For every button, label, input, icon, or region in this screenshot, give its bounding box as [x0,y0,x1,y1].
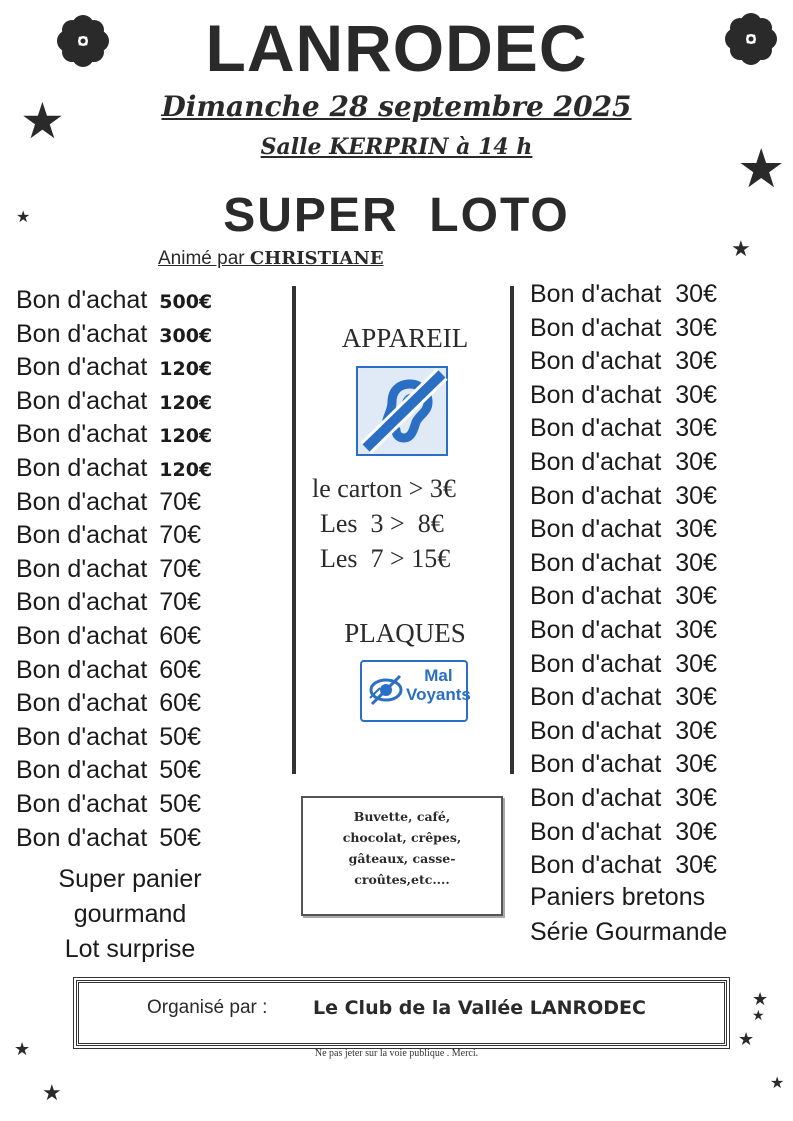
organizer-box [76,980,727,1046]
divider-left [292,286,296,774]
prize-amount: 60€ [159,689,201,718]
prize-amount: 30€ [675,380,717,409]
host-name: CHRISTIANE [249,248,384,269]
prize-amount: 50€ [159,823,201,852]
prize-label: Bon d'achat [16,621,148,650]
appareil-heading: APPAREIL [341,323,469,353]
right-extra-prizes [530,880,727,950]
star-icon: ★ [20,93,65,149]
plaques-heading: PLAQUES [344,618,466,648]
prize-amount: 50€ [159,789,201,818]
prize-row [530,547,717,581]
prize-amount: 60€ [159,655,201,684]
prize-label: Bon d'achat [530,615,662,644]
prize-label: Bon d'achat [16,588,148,617]
prize-row [16,654,212,688]
divider-right [510,286,514,774]
extra-prize: Paniers bretons [530,883,706,911]
prize-row [16,553,212,587]
prize-row [530,816,717,850]
extra-prize: gourmand [73,900,187,928]
prize-label: Bon d'achat [530,380,662,409]
prize-label: Bon d'achat [16,554,148,583]
prize-row [16,620,212,654]
prize-amount: 70€ [159,554,201,583]
prize-amount: 120€ [159,391,213,414]
prize-label: Bon d'achat [530,447,662,476]
right-prize-list [530,278,717,883]
prize-label: Bon d'achat [530,481,662,510]
prize-amount: 30€ [675,515,717,544]
prize-row [16,318,212,352]
prize-row [16,486,212,520]
star-icon: ★ [42,1080,62,1105]
prize-label: Bon d'achat [530,683,662,712]
prize-row [530,278,717,312]
prize-label: Bon d'achat [16,319,148,348]
prize-amount: 70€ [159,487,201,516]
prize-label: Bon d'achat [16,756,148,785]
prize-row [16,822,212,856]
prize-amount: 30€ [675,716,717,745]
prize-row [530,446,717,480]
prize-label: Bon d'achat [530,783,662,812]
prize-amount: 30€ [675,817,717,846]
prize-label: Bon d'achat [530,716,662,745]
prize-row [530,681,717,715]
refreshments-box [301,796,503,916]
prize-row [530,849,717,883]
prize-amount: 30€ [675,783,717,812]
prize-amount: 300€ [159,324,213,347]
prize-amount: 30€ [675,548,717,577]
star-icon: ★ [752,989,769,1009]
prize-row [530,580,717,614]
prize-label: Bon d'achat [16,823,148,852]
low-vision-icon [366,670,406,710]
town-title: LANRODEC [205,11,588,85]
prize-row [530,614,717,648]
prize-row [16,721,212,755]
prize-row [530,480,717,514]
prize-label: Bon d'achat [530,414,662,443]
star-icon: ★ [14,1039,31,1059]
prize-row [16,418,212,452]
prize-row [16,754,212,788]
prize-amount: 60€ [159,621,201,650]
prize-amount: 50€ [159,722,201,751]
prize-amount: 70€ [159,588,201,617]
prize-row [16,284,212,318]
star-icon: ★ [737,139,786,199]
prize-row [16,452,212,486]
prize-label: Bon d'achat [530,750,662,779]
prize-amount: 120€ [159,358,213,381]
event-title: SUPER LOTO [223,189,570,242]
prize-label: Bon d'achat [530,817,662,846]
hearing-impaired-icon [356,366,448,456]
prize-label: Bon d'achat [16,487,148,516]
prize-row [16,586,212,620]
extra-prize: Série Gourmande [530,918,728,946]
prize-label: Bon d'achat [16,521,148,550]
prize-row [530,312,717,346]
prize-label: Bon d'achat [16,353,148,382]
organizer-name: Le Club de la Vallée LANRODEC [313,997,646,1019]
low-vision-badge [360,660,471,722]
extra-prize: Super panier [58,865,202,893]
event-date: Dimanche 28 septembre 2025 [161,90,632,123]
host-line [158,248,384,270]
prize-amount: 30€ [675,313,717,342]
prize-label: Bon d'achat [530,313,662,342]
prize-amount: 30€ [675,683,717,712]
prize-label: Bon d'achat [530,582,662,611]
star-icon: ★ [770,1075,785,1092]
prize-row [530,412,717,446]
prize-amount: 30€ [675,615,717,644]
prize-amount: 30€ [675,649,717,678]
star-icon: ★ [16,209,31,226]
prize-label: Bon d'achat [530,347,662,376]
organizer-label: Organisé par : [147,997,268,1018]
prize-amount: 500€ [159,291,213,313]
prize-amount: 30€ [675,851,717,880]
prize-amount: 30€ [675,582,717,611]
prize-label: Bon d'achat [530,851,662,880]
low-vision-text: Mal Voyants [406,666,471,704]
extra-prize: Lot surprise [64,935,196,963]
prize-row [530,715,717,749]
prize-row [530,648,717,682]
host-label: Animé par [158,248,245,269]
star-icon: ★ [731,236,751,261]
prize-row [530,782,717,816]
refreshments-text: Buvette, café, chocolat, crêpes, gâteaux, casse- croûtes,etc.... [342,809,462,887]
event-venue: Salle KERPRIN à 14 h [260,134,533,160]
prize-row [530,748,717,782]
prize-label: Bon d'achat [530,649,662,678]
left-prize-list [16,284,212,855]
prize-row [16,788,212,822]
prize-amount: 30€ [675,481,717,510]
prize-label: Bon d'achat [530,280,662,308]
prize-label: Bon d'achat [16,655,148,684]
prize-label: Bon d'achat [16,286,148,314]
prize-row [16,687,212,721]
star-icon: ★ [738,1029,755,1049]
price-single-card: le carton > 3€ [312,474,456,503]
prize-amount: 120€ [159,458,213,481]
prize-amount: 30€ [675,347,717,376]
prize-label: Bon d'achat [16,722,148,751]
prize-amount: 120€ [159,425,213,448]
left-extra-prizes [30,862,230,967]
prize-row [16,351,212,385]
prize-label: Bon d'achat [16,420,148,449]
prize-amount: 30€ [675,280,717,308]
prize-label: Bon d'achat [16,689,148,718]
prize-row [16,385,212,419]
price-seven-cards: Les 7 > 15€ [320,544,451,573]
prize-label: Bon d'achat [16,386,148,415]
prize-label: Bon d'achat [530,515,662,544]
prize-row [530,379,717,413]
star-icon: ★ [752,1007,765,1023]
price-three-cards: Les 3 > 8€ [320,509,444,538]
prize-row [16,519,212,553]
prize-label: Bon d'achat [16,789,148,818]
prize-amount: 70€ [159,521,201,550]
prize-label: Bon d'achat [16,453,148,482]
prize-amount: 50€ [159,756,201,785]
prize-amount: 30€ [675,750,717,779]
prize-row [530,345,717,379]
prize-row [530,513,717,547]
prize-amount: 30€ [675,414,717,443]
prize-amount: 30€ [675,447,717,476]
footer-note: Ne pas jeter sur la voie publique . Merci. [314,1048,479,1059]
prize-label: Bon d'achat [530,548,662,577]
